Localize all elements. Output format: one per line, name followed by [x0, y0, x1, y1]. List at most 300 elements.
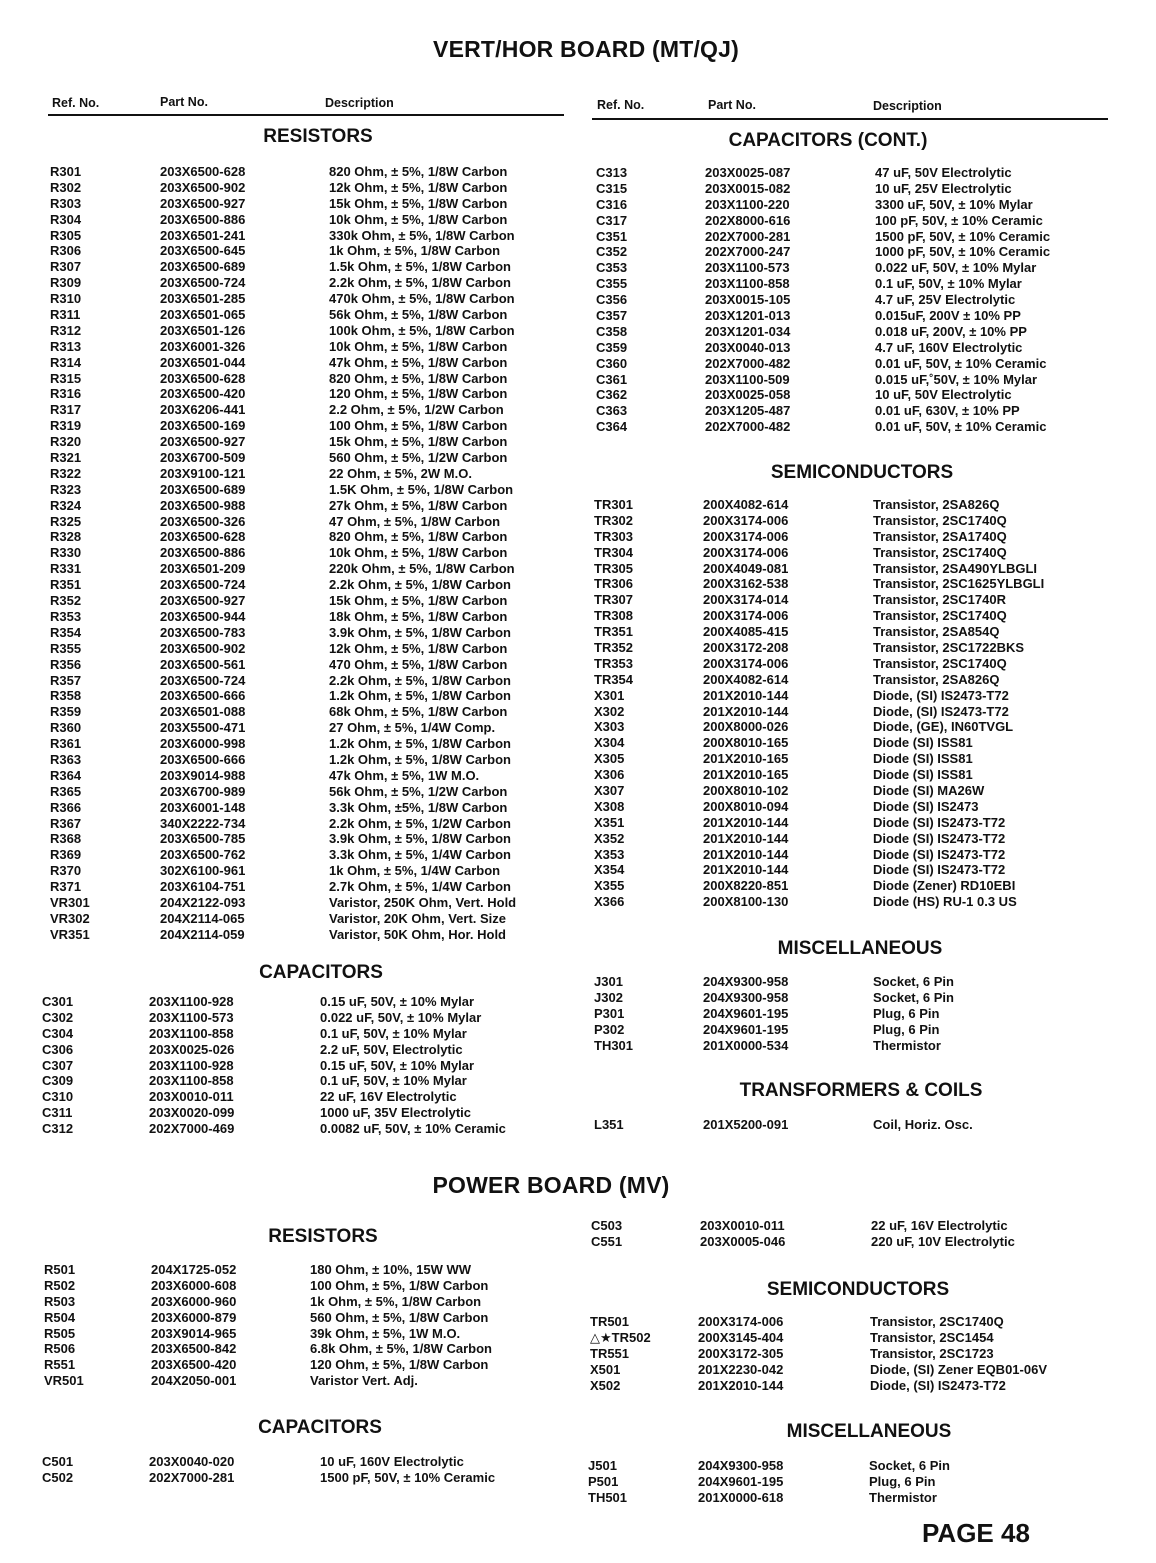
description: Transistor, 2SC1740Q [873, 544, 1007, 560]
part-no: 203X1100-928 [149, 994, 234, 1009]
table-row [0, 1038, 1156, 1054]
part-no: 203X6500-886 [160, 545, 246, 561]
part-no: 203X6501-209 [160, 561, 246, 577]
ref-no: R307 [50, 259, 82, 275]
description: Plug, 6 Pin [869, 1473, 936, 1489]
ref-no: C502 [42, 1469, 74, 1485]
table-row [0, 990, 1156, 1006]
part-no: 203X6501-088 [160, 704, 246, 720]
part-no: 204X9300-958 [703, 989, 789, 1005]
page-title: VERT/HOR BOARD (MT/QJ) [433, 36, 739, 62]
ref-no: C311 [42, 1105, 73, 1121]
description: 0.1 uF, 50V, ± 10% Mylar [320, 1025, 467, 1041]
part-no: 203X6500-689 [160, 259, 246, 275]
part-no: 203X6500-724 [160, 577, 246, 593]
description: 820 Ohm, ± 5%, 1/8W Carbon [329, 370, 508, 386]
description: Varistor, 250K Ohm, Vert. Hold [329, 894, 517, 910]
description: Diode (SI) IS2473 [873, 798, 979, 814]
table-row [0, 1474, 1156, 1490]
table-row [0, 1278, 580, 1294]
table-row [0, 529, 1156, 545]
part-no: 203X6501-285 [160, 291, 246, 307]
part-no: 203X6500-927 [160, 195, 246, 211]
part-no: 203X6700-989 [160, 783, 246, 799]
description: 220k Ohm, ± 5%, 1/8W Carbon [329, 561, 515, 577]
table-row [0, 862, 1156, 878]
ref-no: X307 [594, 783, 625, 799]
ref-no: R366 [50, 799, 82, 815]
table-row [0, 356, 1156, 372]
description: Transistor, 2SC1740Q [870, 1314, 1004, 1329]
ref-no: TR354 [594, 671, 634, 687]
description: 1500 pF, 50V, ± 10% Ceramic [320, 1469, 496, 1485]
description-header: Description [873, 99, 942, 113]
part-no: 201X2010-165 [703, 751, 789, 767]
ref-no: TR307 [594, 592, 634, 608]
ref-no: C317 [596, 212, 628, 228]
part-no-header: Part No. [708, 98, 756, 112]
power-capacitors-right-list [0, 1218, 1156, 1250]
table-row [0, 672, 1156, 688]
ref-no: R359 [50, 704, 82, 720]
description: Transistor, 2SA826Q [873, 497, 1000, 512]
description: 0.15 uF, 50V, ± 10% Mylar [320, 1057, 475, 1073]
ref-no: X366 [594, 894, 625, 910]
description: 470 Ohm, ± 5%, 1/8W Carbon [329, 656, 508, 672]
ref-no: C356 [596, 292, 628, 308]
part-no: 302X6100-961 [160, 863, 246, 879]
part-no: 203X1205-487 [705, 403, 791, 419]
ref-no: R360 [50, 720, 82, 736]
description: Transistor, 2SC1740Q [873, 512, 1007, 528]
part-no: 200X8010-094 [703, 798, 789, 814]
table-row [0, 974, 1156, 990]
section-title-power-capacitors: CAPACITORS [258, 1417, 382, 1438]
description: 180 Ohm, ± 10%, 15W WW [310, 1262, 472, 1277]
table-row [0, 576, 1156, 592]
description: Socket, 6 Pin [869, 1458, 950, 1473]
part-no: 202X7000-247 [705, 244, 791, 260]
part-no: 203X6500-628 [160, 370, 246, 386]
ref-no: R369 [50, 847, 82, 863]
description: 2.2k Ohm, ± 5%, 1/8W Carbon [329, 577, 511, 593]
ref-no: R365 [50, 783, 82, 799]
description: 1.2k Ohm, ± 5%, 1/8W Carbon [329, 688, 511, 704]
description: 15k Ohm, ± 5%, 1/8W Carbon [329, 593, 508, 609]
table-row [0, 1058, 580, 1074]
ref-no: R305 [50, 227, 82, 243]
description: Diode, (SI) IS2473-T72 [873, 687, 1009, 703]
part-no: 203X9014-988 [160, 767, 246, 783]
description: 0.1 uF, 50V, ± 10% Mylar [875, 276, 1022, 292]
part-no: 201X2010-144 [703, 703, 789, 719]
part-no: 203X6700-509 [160, 450, 246, 466]
vert-transformers-list [0, 1117, 1156, 1133]
part-no: 203X6500-420 [151, 1357, 237, 1373]
ref-no: VR302 [50, 910, 90, 926]
ref-no: R324 [50, 497, 82, 513]
description: 12k Ohm, ± 5%, 1/8W Carbon [329, 179, 508, 195]
ref-no: R313 [50, 338, 82, 354]
description: 15k Ohm, ± 5%, 1/8W Carbon [329, 434, 508, 450]
description: 220 uF, 10V Electrolytic [871, 1233, 1015, 1249]
table-row [0, 719, 1156, 735]
ref-no: R301 [50, 164, 82, 179]
ref-no: L351 [594, 1117, 624, 1132]
section-title-power-miscellaneous: MISCELLANEOUS [786, 1421, 952, 1442]
part-no: 201X0000-618 [698, 1489, 784, 1505]
ref-no: R312 [50, 322, 82, 338]
ref-no: X303 [594, 719, 625, 735]
table-row [0, 1378, 1156, 1394]
description: Diode (SI) MA26W [873, 783, 985, 799]
description: Transistor, 2SC1625YLBGLI [873, 576, 1045, 592]
ref-no: X502 [590, 1377, 621, 1393]
part-no: 203X6500-169 [160, 418, 246, 434]
ref-no: R368 [50, 831, 82, 847]
description: Transistor, 2SC1723 [870, 1345, 994, 1361]
section-title-resistors: RESISTORS [263, 126, 373, 147]
part-no: 203X6500-927 [160, 593, 246, 609]
part-no: 203X0015-105 [705, 292, 791, 308]
ref-no: R370 [50, 863, 82, 879]
table-row [0, 831, 1156, 847]
table-row [0, 513, 1156, 529]
table-row [0, 927, 580, 943]
ref-no: C310 [42, 1089, 74, 1105]
ref-no: R352 [50, 593, 82, 609]
ref-no: J301 [594, 974, 623, 989]
part-no: 200X3174-014 [703, 592, 789, 608]
description: 100k Ohm, ± 5%, 1/8W Carbon [329, 322, 515, 338]
part-no: 203X6500-902 [160, 640, 246, 656]
ref-no: TH501 [588, 1489, 628, 1505]
header-rule-left [48, 114, 564, 116]
table-row [0, 308, 1156, 324]
part-no: 201X2010-144 [703, 687, 789, 703]
ref-no: C355 [596, 276, 628, 292]
table-row [0, 450, 580, 466]
table-row [0, 244, 1156, 260]
part-no: 204X1725-052 [151, 1262, 237, 1277]
part-no: 203X6500-689 [160, 481, 246, 497]
ref-no: R328 [50, 529, 82, 545]
ref-no: R303 [50, 195, 82, 211]
ref-no: R551 [44, 1357, 76, 1373]
part-no: 203X6500-724 [160, 672, 246, 688]
description: 1k Ohm, ± 5%, 1/4W Carbon [329, 863, 501, 879]
part-no: 203X0015-082 [705, 180, 791, 196]
description: 6.8k Ohm, ± 5%, 1/8W Carbon [310, 1341, 492, 1357]
ref-no: R325 [50, 513, 82, 529]
part-no: 203X9014-965 [151, 1325, 237, 1341]
table-row [0, 1262, 580, 1278]
description: 47 Ohm, ± 5%, 1/8W Carbon [329, 513, 501, 529]
ref-no: TR308 [594, 608, 634, 624]
description: Socket, 6 Pin [873, 989, 954, 1005]
ref-no: X305 [594, 751, 625, 767]
section-title-transformers-coils: TRANSFORMERS & COILS [739, 1080, 983, 1101]
table-row [0, 372, 1156, 388]
part-no: 203X0010-011 [700, 1218, 785, 1233]
part-no: 200X4085-415 [703, 624, 789, 640]
description: Transistor, 2SC1740Q [873, 608, 1007, 624]
part-no: 203X6206-441 [160, 402, 246, 418]
table-row [0, 815, 1156, 831]
ref-no: R321 [50, 450, 82, 466]
part-no: 203X9100-121 [160, 465, 246, 481]
part-no: 203X1201-034 [705, 323, 791, 339]
part-no: 203X6500-666 [160, 688, 246, 704]
table-row [0, 656, 1156, 672]
ref-no: C351 [596, 228, 628, 244]
part-no: 203X0005-046 [700, 1233, 786, 1249]
ref-no: C306 [42, 1041, 74, 1057]
description: 3.3k Ohm, ± 5%, 1/4W Carbon [329, 847, 511, 863]
table-row [0, 1073, 580, 1089]
section-title-miscellaneous: MISCELLANEOUS [777, 938, 943, 959]
part-no: 200X3174-006 [703, 608, 789, 624]
description: Transistor, 2SA854Q [873, 624, 1000, 640]
table-row [0, 640, 1156, 656]
table-row [0, 197, 1156, 213]
description: 12k Ohm, ± 5%, 1/8W Carbon [329, 640, 508, 656]
part-no: 202X7000-469 [149, 1121, 235, 1137]
ref-no: R320 [50, 434, 82, 450]
part-no: 203X6501-044 [160, 354, 246, 370]
table-row [0, 466, 580, 482]
part-no: 204X2050-001 [151, 1373, 237, 1389]
part-no: 200X3145-404 [698, 1329, 784, 1345]
table-row [0, 324, 1156, 340]
ref-no: R315 [50, 370, 82, 386]
table-row [0, 229, 1156, 245]
part-no: 203X1100-573 [705, 260, 790, 276]
description: Varistor, 50K Ohm, Hor. Hold [329, 926, 506, 942]
description: 0.022 uF, 50V, ± 10% Mylar [875, 260, 1037, 276]
ref-no: R501 [44, 1262, 76, 1277]
table-row [0, 292, 1156, 308]
part-no: 203X1100-928 [149, 1057, 234, 1073]
table-row [0, 688, 1156, 704]
part-no: 203X6500-927 [160, 434, 246, 450]
ref-no: J501 [588, 1458, 617, 1473]
part-no: 203X0025-026 [149, 1041, 235, 1057]
description: Diode (SI) IS2473-T72 [873, 862, 1006, 878]
table-row [0, 1294, 580, 1310]
ref-no: R310 [50, 291, 82, 307]
ref-no: P301 [594, 1005, 625, 1021]
ref-no: R311 [50, 307, 81, 323]
ref-no: R503 [44, 1293, 76, 1309]
description: 10 uF, 25V Electrolytic [875, 180, 1012, 196]
ref-no: X352 [594, 830, 625, 846]
ref-no: R361 [50, 736, 82, 752]
part-no: 203X6000-998 [160, 736, 246, 752]
description: 820 Ohm, ± 5%, 1/8W Carbon [329, 529, 508, 545]
table-row [0, 799, 1156, 815]
part-no: 200X8000-026 [703, 719, 789, 735]
ref-no: X301 [594, 687, 625, 703]
table-row [0, 1346, 1156, 1362]
table-row [0, 894, 1156, 910]
ref-no: TR305 [594, 560, 634, 576]
part-no: 201X2010-144 [703, 814, 789, 830]
ref-no: R351 [50, 577, 82, 593]
header-rule-right [592, 118, 1108, 120]
part-no: 204X9300-958 [703, 974, 789, 989]
ref-no: R505 [44, 1325, 76, 1341]
part-no: 201X0000-534 [703, 1037, 789, 1053]
description: 0.022 uF, 50V, ± 10% Mylar [320, 1009, 482, 1025]
ref-no-header: Ref. No. [597, 98, 645, 112]
ref-no: R364 [50, 767, 82, 783]
description: 1000 uF, 35V Electrolytic [320, 1105, 472, 1121]
description: 0.15 uF, 50V, ± 10% Mylar [320, 994, 475, 1009]
part-no: 202X7000-281 [149, 1469, 235, 1485]
ref-no: R316 [50, 386, 82, 402]
description: 2.2 uF, 50V, Electrolytic [320, 1041, 463, 1057]
description: 3.9k Ohm, ± 5%, 1/8W Carbon [329, 831, 511, 847]
ref-no: TR302 [594, 512, 634, 528]
description: Diode, (SI) IS2473-T72 [870, 1377, 1006, 1393]
part-no: 204X9300-958 [698, 1458, 784, 1473]
part-no: 203X5500-471 [160, 720, 246, 736]
description: 2.7k Ohm, ± 5%, 1/4W Carbon [329, 879, 511, 895]
power-board-title: POWER BOARD (MV) [432, 1172, 670, 1198]
part-no: 203X1100-858 [149, 1073, 234, 1089]
ref-no: J302 [594, 989, 623, 1005]
description: 470k Ohm, ± 5%, 1/8W Carbon [329, 291, 515, 307]
ref-no: C352 [596, 244, 628, 260]
table-row [0, 561, 1156, 577]
table-row [0, 1234, 1156, 1250]
table-row [0, 911, 580, 927]
ref-no: P302 [594, 1021, 625, 1037]
description: Plug, 6 Pin [873, 1021, 940, 1037]
ref-no: C309 [42, 1073, 74, 1089]
part-no: 203X6500-842 [151, 1341, 237, 1357]
section-title-semiconductors: SEMICONDUCTORS [770, 462, 954, 483]
ref-no: C307 [42, 1057, 74, 1073]
description-header: Description [325, 96, 394, 110]
ref-no: X355 [594, 878, 625, 894]
ref-no: C301 [42, 994, 74, 1009]
description: 39k Ohm, ± 5%, 1W M.O. [310, 1325, 461, 1341]
table-row [0, 276, 1156, 292]
table-row [0, 751, 1156, 767]
section-title-capacitors: CAPACITORS [259, 962, 383, 983]
ref-no: C359 [596, 339, 628, 355]
table-row [0, 340, 1156, 356]
table-row [0, 1089, 580, 1105]
ref-no: R314 [50, 354, 82, 370]
description: 47k Ohm, ± 5%, 1/8W Carbon [329, 354, 508, 370]
part-no: 204X9601-195 [703, 1021, 789, 1037]
ref-no: R331 [50, 561, 82, 577]
description: 100 Ohm, ± 5%, 1/8W Carbon [329, 418, 508, 434]
table-row [0, 1314, 1156, 1330]
description: Coil, Horiz. Osc. [873, 1117, 973, 1132]
part-no: 203X6000-879 [151, 1309, 237, 1325]
vert-miscellaneous-list [0, 974, 1156, 1053]
table-row [0, 1006, 1156, 1022]
ref-no: TR351 [594, 624, 634, 640]
description: 22 uF, 16V Electrolytic [320, 1089, 457, 1105]
part-no: 203X6500-762 [160, 847, 246, 863]
part-no: 203X6500-988 [160, 497, 246, 513]
ref-no: C315 [596, 180, 628, 196]
description: Diode (SI) ISS81 [873, 767, 973, 783]
description: 560 Ohm, ± 5%, 1/8W Carbon [310, 1309, 489, 1325]
description: 27k Ohm, ± 5%, 1/8W Carbon [329, 497, 508, 513]
ref-no: C313 [596, 165, 628, 180]
table-row [0, 1218, 1156, 1234]
part-no: 203X6500-724 [160, 275, 246, 291]
part-no: 203X1100-573 [149, 1009, 234, 1025]
part-no: 204X2122-093 [160, 894, 246, 910]
part-no: 203X0025-058 [705, 387, 791, 403]
part-no: 203X6500-628 [160, 164, 246, 179]
table-row [0, 260, 1156, 276]
description: 0.01 uF, 50V, ± 10% Ceramic [875, 419, 1047, 435]
part-no: 204X9601-195 [703, 1005, 789, 1021]
table-row [0, 434, 580, 450]
description: Diode (SI) ISS81 [873, 751, 973, 767]
description: Plug, 6 Pin [873, 1005, 940, 1021]
part-no: 203X1100-220 [705, 196, 790, 212]
ref-no: X304 [594, 735, 625, 751]
ref-no: C316 [596, 196, 628, 212]
part-no: 202X7000-482 [705, 355, 791, 371]
part-no: 203X6500-785 [160, 831, 246, 847]
ref-no: TR551 [590, 1345, 630, 1361]
part-no: 203X1100-509 [705, 371, 790, 387]
description: 3.9k Ohm, ± 5%, 1/8W Carbon [329, 624, 511, 640]
part-no: 201X2010-144 [698, 1377, 784, 1393]
part-no: 200X3174-006 [703, 655, 789, 671]
part-no: 201X2010-144 [703, 846, 789, 862]
description: Diode, (GE), IN60TVGL [873, 719, 1014, 735]
ref-no: R302 [50, 179, 82, 195]
ref-no: R356 [50, 656, 82, 672]
part-no: 203X1201-013 [705, 308, 791, 324]
ref-no: △★TR502 [590, 1329, 651, 1345]
part-no: 203X6500-944 [160, 608, 246, 624]
description: Varistor Vert. Adj. [310, 1373, 418, 1389]
ref-no: TH301 [594, 1037, 634, 1053]
part-no: 203X6500-886 [160, 211, 246, 227]
ref-no: C503 [591, 1218, 623, 1233]
description: 1500 pF, 50V, ± 10% Ceramic [875, 228, 1051, 244]
description: 0.018 uF, 200V, ± 10% PP [875, 323, 1027, 339]
description: 10 uF, 160V Electrolytic [320, 1454, 464, 1469]
part-no: 203X1100-858 [149, 1025, 234, 1041]
description: Diode, (SI) IS2473-T72 [873, 703, 1009, 719]
ref-no: R363 [50, 751, 82, 767]
part-no: 200X3174-006 [698, 1314, 784, 1329]
description: 68k Ohm, ± 5%, 1/8W Carbon [329, 704, 508, 720]
part-no-header: Part No. [160, 95, 208, 109]
ref-no: X501 [590, 1361, 621, 1377]
ref-no: X302 [594, 703, 625, 719]
description: 3300 uF, 50V, ± 10% Mylar [875, 196, 1033, 212]
part-no: 200X3174-006 [703, 544, 789, 560]
ref-no: R319 [50, 418, 82, 434]
ref-no: C361 [596, 371, 628, 387]
description: Diode, (SI) Zener EQB01-06V [870, 1361, 1047, 1377]
ref-no: R354 [50, 624, 82, 640]
